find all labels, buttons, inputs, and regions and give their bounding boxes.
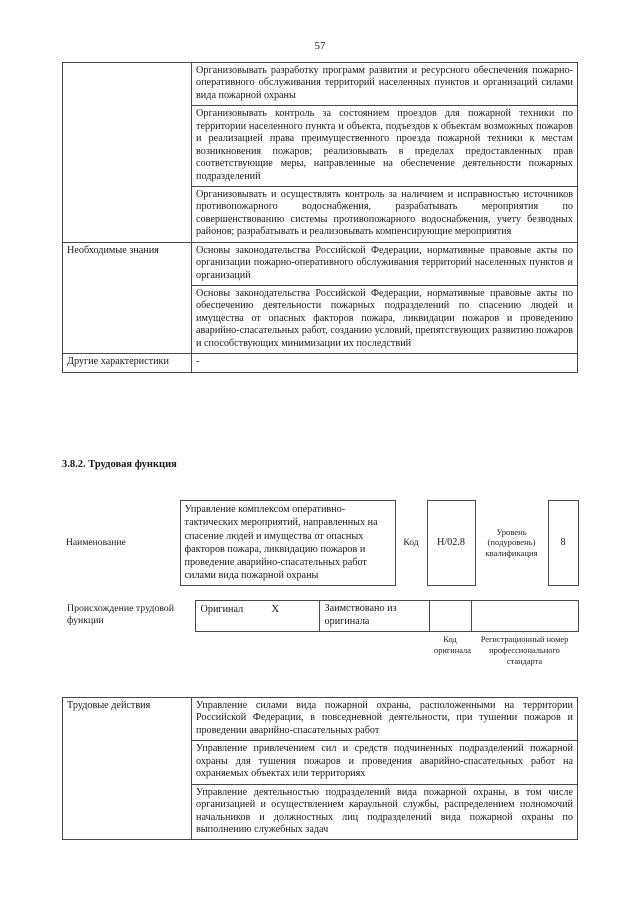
origin-empty-note <box>319 632 429 670</box>
duties-row-label-empty <box>63 63 192 243</box>
qualification-level-value: 8 <box>548 501 578 586</box>
origin-code-note: Код оригинала <box>434 635 471 655</box>
labour-actions-label: Трудовые действия <box>63 698 192 840</box>
function-code-value: Н/02.8 <box>427 501 475 586</box>
origin-original-mark: X <box>271 603 280 615</box>
origin-registration-cell[interactable] <box>471 601 578 632</box>
page-title: 3.8.2. Трудовая функция <box>62 459 177 470</box>
labour-action-text: Управление силами вида пожарной охраны, расположенными на территории Российской Федерации, в повседневной деятельности, при тушении пожаров и проведении аварийно-спасательных работ <box>192 698 578 741</box>
origin-registration-note: Регистрационный номер профессионального стандарта <box>480 635 569 666</box>
function-name-label: Наименование <box>66 536 126 548</box>
table-row <box>63 698 578 741</box>
table-row <box>63 63 578 106</box>
required-knowledge-text: Основы законодательства Российской Федерации, нормативные правовые акты по организации пожарно-оперативного обслуживания территорий населенных пунктов и организаций <box>192 242 578 285</box>
origin-original-cell[interactable] <box>195 601 319 632</box>
table-row <box>63 242 578 285</box>
origin-empty-note <box>195 632 319 670</box>
function-origin-block <box>62 600 578 670</box>
duties-row-text: Организовывать и осуществлять контроль за наличием и исправностью источников противопожарного водоснабжения, разрабатывать мероприятия по совершенствованию системы противопожарного водоснабжения, учету безводных районов; разрабатывать и реализовывать компенсирующие мероприятия <box>192 186 578 242</box>
required-knowledge-text: Основы законодательства Российской Федерации, нормативные правовые акты по обеспечению деятельности пожарных подразделений по спасению людей и имущества от опасных факторов пожара, ликвидации пожаров и проведению аварийно-спасательных работ, созданию условий, препятствующих развитию пожаров и способствующих минимизации их последствий <box>192 286 578 354</box>
other-characteristics-label: Другие характеристики <box>63 354 192 372</box>
table-row <box>63 354 578 372</box>
page-number: 57 <box>314 40 326 52</box>
table-row <box>62 601 578 632</box>
function-code-label: Код <box>403 536 419 548</box>
table-row <box>62 501 578 586</box>
duties-table <box>62 62 578 373</box>
labour-actions-table <box>62 697 578 840</box>
labour-action-text: Управление привлечением сил и средств подчиненных подразделений пожарной охраны для тушения пожаров и проведения аварийно-спасательных работ на охраняемых объектах или территориях <box>192 741 578 784</box>
qualification-level-label: Уровень (подуровень) квалификация <box>485 526 538 559</box>
function-name-table <box>62 500 579 586</box>
duties-row-text: Организовывать контроль за состоянием проездов для пожарной техники по территории населенного пункта и объекта, подъездов к объектам возможных пожаров и реализацией права преимущественного проезда пожарной техники к местам возникновения пожаров; реализовывать в пределах предоставленных прав соответствующие меры, направленные на обеспечение деятельности пожарных подразделений <box>192 106 578 187</box>
function-name-value: Управление комплексом оперативно-тактических мероприятий, направленных на спасение людей и имущества от опасных факторов пожара, ликвидацию пожаров и проведение аварийно-спасательных работ силами вида пожарной охраны <box>180 501 395 586</box>
function-origin-table <box>62 600 579 670</box>
origin-borrowed-label: Заимствовано из оригинала <box>319 601 429 632</box>
labour-action-text: Управление деятельностью подразделений вида пожарной охраны, в том числе организацией и осуществлением караульной службы, распределением полномочий начальников и должностных лиц подразделений вида пожарной охраны по выполнению служебных задач <box>192 784 578 840</box>
required-knowledge-label: Необходимые знания <box>63 242 192 354</box>
function-name-block <box>62 500 578 586</box>
origin-original-label: Оригинал <box>200 603 244 615</box>
duties-row-text: Организовывать разработку программ развития и ресурсного обеспечения пожарно-оперативного обслуживания территорий населенных пунктов и организаций силами вида пожарной охраны <box>192 63 578 106</box>
function-origin-label: Происхождение трудовой функции <box>67 602 174 627</box>
origin-code-cell[interactable] <box>429 601 471 632</box>
other-characteristics-text: - <box>192 354 578 372</box>
